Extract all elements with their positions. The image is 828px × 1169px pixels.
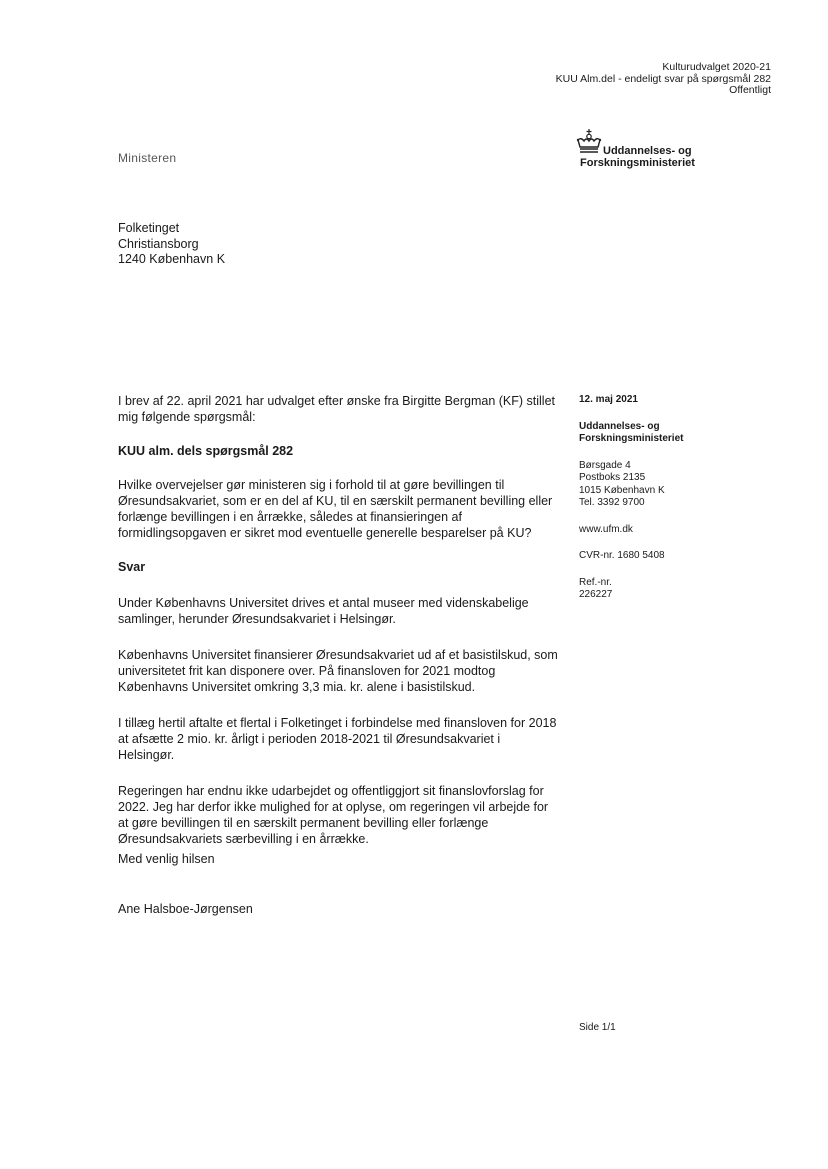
logo-text-line2: Forskningsministeriet <box>580 157 695 169</box>
sidebar-postcode: 1015 København K <box>579 484 665 496</box>
logo-text-line1: Uddannelses- og <box>603 145 692 157</box>
sidebar-org-line2: Forskningsministeriet <box>579 433 684 444</box>
recipient-city: 1240 København K <box>118 252 226 266</box>
answer-paragraph: Københavns Universitet finansierer Øresundsakvariet ud af et basistilskud, som universitetet frit kan disponere over. På finansloven for 2021 modtog Københavns Universitet omkring 3,3 mia. kr. alene i basistilskud. <box>118 648 558 694</box>
sidebar-ref-label: Ref.-nr. <box>579 576 612 588</box>
answer-paragraph: Regeringen har endnu ikke udarbejdet og offentliggjort sit finanslovforslag for 2022. Jeg har derfor ikke mulighed for at oplyse, om regeringen vil arbejde for at gøre bevillingen til en særskilt permanent bevilling eller forlænge Øresundsakvariets særbevilling i en årrække. <box>118 784 549 846</box>
answer-heading: Svar <box>118 560 146 574</box>
question-paragraph: Hvilke overvejelser gør ministeren sig i forhold til at gøre bevillingen til Øresundsakvariet, som er en del af KU, til en særskilt permanent bevilling eller forlænge bevillingen i en årrække, således at finansieringen af formidlingsopgaven er sikret mod eventuelle generelle besparelser på KU? <box>118 478 553 540</box>
letter-date: 12. maj 2021 <box>579 394 638 405</box>
sidebar-postbox: Postboks 2135 <box>579 472 646 483</box>
header-committee: Kulturudvalget 2020-21 <box>662 61 771 73</box>
sidebar-ref-value: 226227 <box>579 589 613 600</box>
sidebar-website-link[interactable]: www.ufm.dk <box>579 523 633 535</box>
answer-paragraph: I tillæg hertil aftalte et flertal i Folketinget i forbindelse med finansloven for 2018 at afsætte 2 mio. kr. årligt i perioden 2018-2021 til Øresundsakvariet i Helsingør. <box>118 716 557 762</box>
ministry-logo <box>574 128 734 172</box>
question-heading: KUU alm. dels spørgsmål 282 <box>118 444 294 458</box>
sender-label: Ministeren <box>118 151 177 165</box>
recipient-address <box>118 221 225 268</box>
crown-icon <box>576 128 602 154</box>
page-number: Side 1/1 <box>579 1022 616 1033</box>
sidebar-org-line1: Uddannelses- og <box>579 420 660 432</box>
recipient-building: Christiansborg <box>118 236 199 251</box>
sidebar-phone: Tel. 3392 9700 <box>579 497 645 508</box>
header-classification: Offentligt <box>729 84 771 96</box>
letter-body <box>118 393 558 847</box>
answer-paragraph: Under Københavns Universitet drives et antal museer med videnskabelige samlinger, herunder Øresundsakvariet i Helsingør. <box>118 596 529 626</box>
document-header <box>556 62 771 97</box>
header-subject: KUU Alm.del - endeligt svar på spørgsmål 282 <box>555 72 771 85</box>
sidebar-info <box>579 394 759 602</box>
recipient-name: Folketinget <box>118 221 180 235</box>
signature-name: Ane Halsboe-Jørgensen <box>118 902 253 916</box>
intro-paragraph: I brev af 22. april 2021 har udvalget efter ønske fra Birgitte Bergman (KF) stillet mig følgende spørgsmål: <box>118 394 556 424</box>
sidebar-cvr: CVR-nr. 1680 5408 <box>579 550 665 561</box>
sidebar-street: Børsgade 4 <box>579 459 631 471</box>
closing-salutation: Med venlig hilsen <box>118 852 215 866</box>
